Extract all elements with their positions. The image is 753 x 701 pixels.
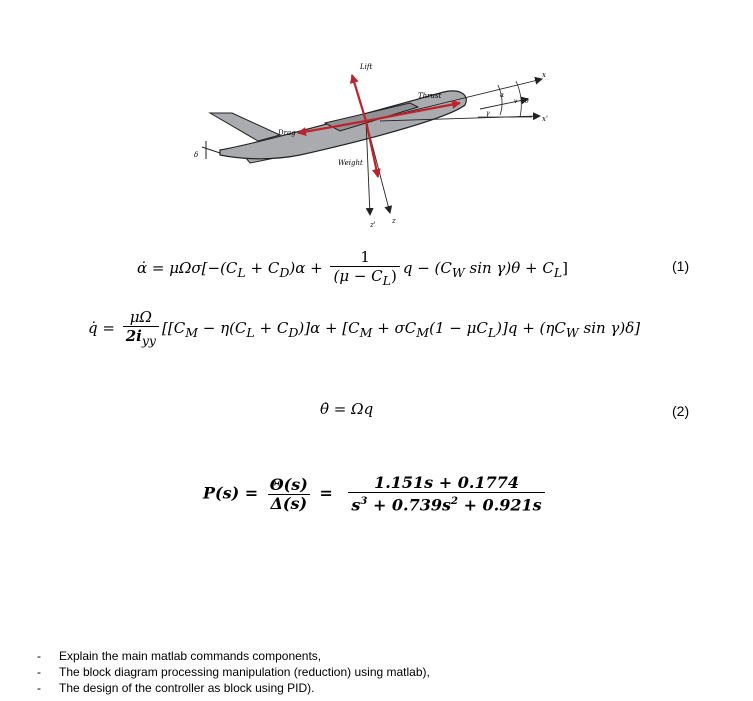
aircraft-force-diagram: [180, 55, 570, 230]
theta-dot-equation: θ̇ = Ωq: [320, 400, 374, 418]
q-dot-equation: q̇ = $\frac{\mu\Omega}{2i_{yy}}$ [$[C_M - \eta(C_L + C_D)]\alpha + [C_M + \sigma C_M(1 - \mu C_L)]q + (\eta C_W$ sin γ)δ]: [88, 308, 641, 348]
gamma-label: γ: [486, 110, 490, 117]
tail-fin: [210, 113, 280, 141]
alpha-dot-equation: α̇ = $\mu\Omega\sigma[-(C_L + C_D)\alpha$ + $\frac{1}{(\mu - C_L)}$ $q - (C_W$ $\sin \gamma)\theta + C_L$]: [137, 248, 569, 288]
equation-number-2: (2): [672, 403, 690, 419]
list-item: - The design of the controller as block using PID).: [37, 681, 315, 695]
v-label: v: [514, 98, 518, 105]
task-list: [37, 648, 430, 696]
transfer-function-equation: P(s) = $\frac{\Theta(s)}{\Delta(s)}$ = $\frac{1.151s + 0.1774}{s^3 + 0.739s^2 + 0.921s}$: [203, 474, 548, 514]
thrust-label: Thrust: [418, 92, 442, 100]
list-item: - Explain the main matlab commands components,: [37, 649, 322, 663]
list-item: - The block diagram processing manipulation (reduction) using matlab),: [37, 665, 430, 679]
x-prime-label: x': [542, 115, 548, 123]
z-label: z: [392, 217, 396, 225]
equation-number-1: (1): [672, 258, 690, 274]
z-prime-label: z': [370, 221, 376, 229]
drag-label: Drag: [278, 129, 296, 137]
theta-label: θ: [525, 98, 529, 105]
transfer-fraction-polynomial: $\frac{1.151s + 0.1774}{s^3 + 0.739s^2 + 0.921s}$: [348, 474, 544, 514]
lift-arrow: [352, 75, 366, 121]
alpha-label: α: [500, 92, 505, 99]
transfer-fraction-theta-delta: $\frac{\Theta(s)}{\Delta(s)}$: [267, 476, 311, 513]
x-label: x: [542, 71, 546, 79]
alpha-dot-fraction: $\frac{1}{(\mu - C_L)}$: [330, 248, 399, 290]
lift-label: Lift: [360, 63, 373, 71]
q-dot-fraction: $\frac{\mu\Omega}{2i_{yy}}$: [123, 308, 159, 350]
weight-label: Weight: [338, 159, 363, 167]
delta-label: δ: [194, 151, 199, 159]
